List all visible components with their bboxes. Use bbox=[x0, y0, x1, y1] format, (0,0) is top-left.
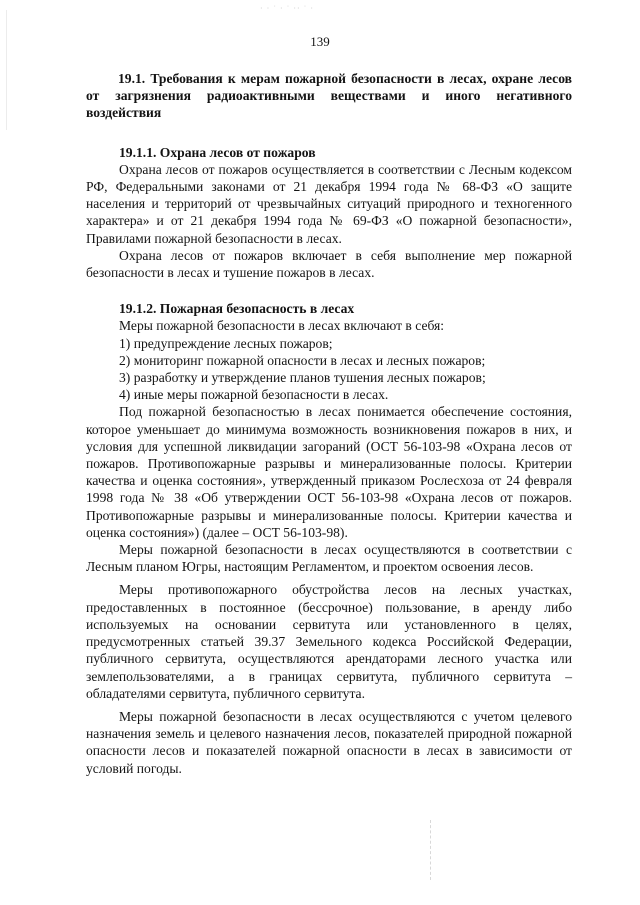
list-intro: Меры пожарной безопасности в лесах включают в себя: bbox=[119, 318, 445, 334]
list-item: 3) разработку и утверждение планов тушения лесных пожаров; bbox=[119, 370, 486, 386]
paragraph: Меры пожарной безопасности в лесах осуществляются в соответствии с Лесным планом Югры, настоящим Регламентом, и проектом освоения лесов. bbox=[86, 542, 572, 575]
page-number: 139 bbox=[310, 34, 330, 49]
list-item: 4) иные меры пожарной безопасности в лесах. bbox=[119, 387, 389, 403]
list-item: 1) предупреждение лесных пожаров; bbox=[119, 335, 333, 351]
spacer bbox=[86, 281, 572, 300]
scan-artifact: · · ˙ · ˙ ·· ˙ · bbox=[260, 4, 314, 13]
paragraph: Охрана лесов от пожаров осуществляется в соответствии с Лесным кодексом РФ, Федеральными законами от 21 декабря 1994 года № 68-ФЗ «О защите населения и территорий от чрезвычайных ситуаций природного и техногенного характера» и от 21 декабря 1994 года № 69-ФЗ «О пожарной безопасности», Правилами пожарной безопасности в лесах. bbox=[86, 161, 572, 246]
spacer bbox=[86, 122, 572, 144]
margin-line bbox=[6, 10, 7, 130]
scan-artifact-line bbox=[430, 820, 432, 880]
paragraph: Меры пожарной безопасности в лесах осуществляются с учетом целевого назначения земель и целевого назначения лесов, показателей природной пожарной опасности лесов и показателей пожарной опасности в лесах в зависимости от условий погоды. bbox=[86, 708, 572, 776]
paragraph: Охрана лесов от пожаров включает в себя выполнение мер пожарной безопасности в лесах и тушение пожаров в лесах. bbox=[86, 247, 572, 281]
paragraph: Под пожарной безопасностью в лесах понимается обеспечение состояния, которое уменьшает до минимума возможность возникновения пожаров в них, и условия для успешной ликвидации загораний (ОСТ 56-103-98 «Охрана лесов от пожаров. Противопожарные разрывы и минерализованные полосы. Критерии качества и оценка состояния», утвержденный приказом Рослесхоза от 24 февраля 1998 года № 38 «Об утверждении ОСТ 56-103-98 «Охрана лесов от пожаров. Противопожарные разрывы и минерализованные полосы. Критерии качества и оценка состояния») (далее – ОСТ 56-103-98). bbox=[86, 404, 572, 540]
document-body bbox=[86, 70, 572, 777]
list-item: 2) мониторинг пожарной опасности в лесах и лесных пожаров; bbox=[119, 352, 486, 368]
section-heading: 19.1. Требования к мерам пожарной безопасности в лесах, охране лесов от загрязнения радиоактивными веществами и иного негативного воздействия bbox=[86, 71, 572, 121]
paragraph: Меры противопожарного обустройства лесов на лесных участках, предоставленных в постоянное (бессрочное) пользование, в аренду либо используемых на основании сервитута или установленного в целях, предусмотренных статьей 39.37 Земельного кодекса Российской Федерации, публичного сервитута, осуществляются арендаторами лесного участка или землепользователями, а в границах сервитута, публичного сервитута – обладателями сервитута, публичного сервитута. bbox=[86, 582, 572, 701]
subsection-heading-fire-safety: 19.1.2. Пожарная безопасность в лесах bbox=[119, 301, 355, 317]
subsection-heading-fire-protection: 19.1.1. Охрана лесов от пожаров bbox=[119, 144, 316, 160]
